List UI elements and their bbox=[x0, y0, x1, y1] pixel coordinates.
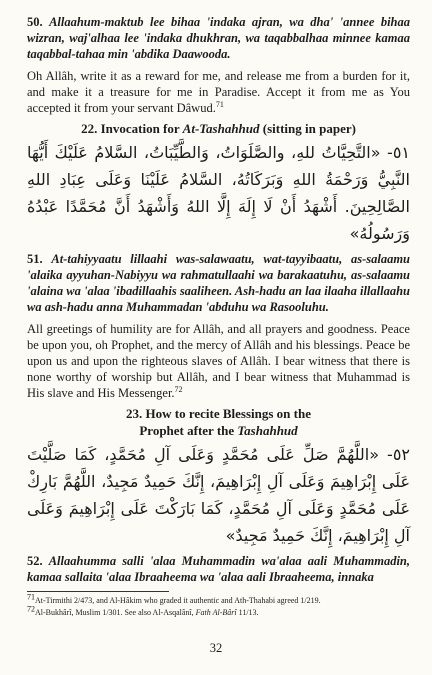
transliteration-text: Allaahumma salli 'alaa Muhammadin wa'alaa aali Muhammadin, kamaa sallaita 'alaa Ibraaheema wa 'alaa aali Ibraaheema, innaka bbox=[27, 554, 410, 584]
transliteration-50 bbox=[27, 14, 410, 62]
transliteration-51 bbox=[27, 251, 410, 315]
section-heading-22: 22. Invocation for At-Tashahhud (sitting in paper) bbox=[81, 121, 356, 136]
footnote-72: $^{72}$Al-Bukhârî, Muslim 1/301. See also Al-Asqalânî, Fath Al-Bârî 11/13. bbox=[27, 604, 259, 617]
translation-51 bbox=[27, 321, 410, 401]
transliteration-52 bbox=[27, 553, 410, 585]
section-heading-23: 23. How to recite Blessings on the Prophet after the Tashahhud bbox=[126, 406, 311, 438]
translation-text: All greetings of humility are for Allâh, and all prayers and goodness. Peace be upon you, oh Prophet, and the mercy of Allâh and his blessings. Peace be upon us and upon the righteous slaves of Allâh. I bear witness that there is none worthy of worship but Allâh, and I bear witness that Muhammad is His slave and His Messenger. bbox=[27, 322, 410, 400]
item-number: 51. bbox=[27, 252, 43, 266]
item-number: 50. bbox=[27, 15, 43, 29]
footnote-divider bbox=[27, 591, 169, 592]
footnote-71: $^{71}$At-Tirmithi 2/473, and Al-Hâkim who graded it authentic and Ath-Thahabi agreed 1/219. bbox=[27, 592, 321, 605]
arabic-text-52: ٥٢- «اللَّهُمَّ صَلِّ عَلَى مُحَمَّدٍ وَعَلَى آلِ مُحَمَّدٍ، كَمَا صَلَّيْتَ عَلَى إِبْرَاهِيمَ وَعَلَى آلِ إِبْرَاهِيمَ، إِنَّكَ حَمِيدٌ مَجِيدٌ، اللَّهُمَّ بَارِكْ عَلَى مُحَمَّدٍ وَعَلَى آلِ مُحَمَّدٍ، كَمَا بَارَكْتَ عَلَى إِبْرَاهِيمَ وَعَلَى آلِ إِبْرَاهِيمَ، إِنَّكَ حَمِيدٌ مَجِيدٌ» bbox=[27, 445, 410, 545]
footnote-ref[interactable]: 71 bbox=[215, 99, 224, 109]
item-number: 52. bbox=[27, 554, 43, 568]
translation-text: Oh Allâh, write it as a reward for me, and release me from a burden for it, and make it a treasure for me in Paradise. Accept it from me as You accepted it from your servant Dâwud. bbox=[27, 69, 410, 115]
transliteration-text: At-tahiyyaatu lillaahi was-salawaatu, wat-tayyibaatu, as-salaamu 'alaika ayyuhan-Nabiyyu wa rahmatullaahi wa barakaatuhu, as-salaamu 'alaina wa 'alaa 'ibadillaahis saaliheen. Ash-hadu an laa ilaaha illallaahu wa ash-hadu anna Muhammadan 'abduhu wa Rasooluhu. bbox=[27, 252, 411, 314]
transliteration-text: Allaahum-maktub lee bihaa 'indaka ajran, wa dha' 'annee bihaa wizran, waj'alhaa lee 'indaka dhukhran, wa taqabbalhaa minnee kamaa taqabbal-tahaa min 'abdika Daawooda. bbox=[27, 15, 410, 61]
arabic-text-51: ٥١- «التَّحِيَّاتُ للهِ، والصَّلَوَاتُ، وَالطَّيِّبَاتُ، السَّلامُ عَلَيْكَ أَيُّهَا النَّبِيُّ وَرَحْمَةُ اللهِ وَبَرَكَاتُهُ، السَّلامُ عَلَيْنَا وَعَلَى عِبَادِ اللهِ الصَّالِحِينَ. أَشْهَدُ أَنْ لَا إِلَهَ إِلَّا اللهُ وَأَشْهَدُ أَنَّ مُحَمَّدًا عَبْدُهُ وَرَسُولُهُ» bbox=[27, 143, 410, 243]
footnote-ref[interactable]: 72 bbox=[174, 384, 183, 394]
translation-50 bbox=[27, 68, 410, 116]
page-number: 32 bbox=[209, 641, 223, 655]
